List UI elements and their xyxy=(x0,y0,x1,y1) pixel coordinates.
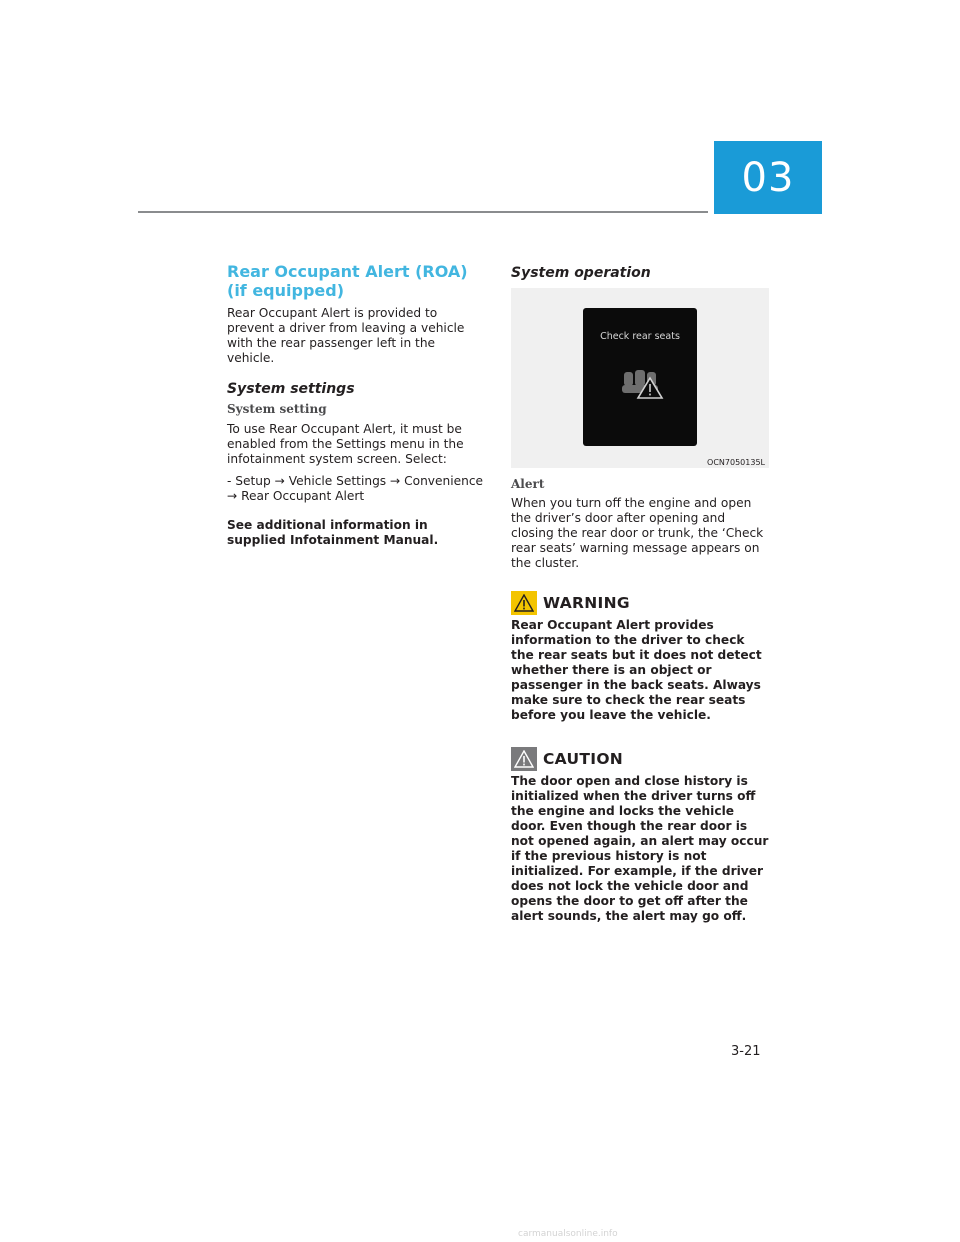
alert-heading: Alert xyxy=(511,477,545,491)
figure-code: OCN7050135L xyxy=(707,458,765,467)
caution-notice xyxy=(511,747,769,924)
rear-seats-icon xyxy=(620,366,664,400)
settings-heading: System settings xyxy=(227,381,355,397)
warning-header xyxy=(511,591,769,615)
left-column xyxy=(227,262,485,548)
cluster-screen xyxy=(583,308,697,446)
right-column xyxy=(511,264,769,924)
section-title xyxy=(227,262,485,300)
caution-title: CAUTION xyxy=(543,750,624,768)
operation-heading: System operation xyxy=(511,265,651,281)
chapter-tab xyxy=(714,141,822,214)
warning-triangle-icon xyxy=(511,591,537,615)
header-rule xyxy=(138,211,708,213)
caution-text: The door open and close history is initialized when the driver turns off the engine and locks the vehicle door. Even though the rear door is not opened again, an alert may occur if the previous history is not initialized. For example, if the driver does not lock the vehicle door and opens the door to get off after the alert sounds, the alert may go off. xyxy=(511,774,769,923)
warning-notice xyxy=(511,591,769,723)
warning-text: Rear Occupant Alert provides information to the driver to check the rear seats but it does not detect whether there is an object or passenger in the back seats. Always make sure to check the rear seats before you leave the vehicle. xyxy=(511,618,762,722)
caution-triangle-icon xyxy=(511,747,537,771)
cluster-message: Check rear seats xyxy=(600,331,680,342)
chapter-number: 03 xyxy=(741,154,795,201)
cluster-figure xyxy=(511,288,769,468)
page-number: 3-21 xyxy=(731,1044,761,1059)
menu-path-line-1: - Setup → Vehicle Settings → Convenience xyxy=(227,474,484,488)
section-title-line-2: (if equipped) xyxy=(227,281,345,300)
intro-paragraph: Rear Occupant Alert is provided to prevent a driver from leaving a vehicle with the rear passenger left in the vehicle. xyxy=(227,306,465,365)
menu-path-line-2: → Rear Occupant Alert xyxy=(227,489,365,503)
setting-subheading: System setting xyxy=(227,402,327,416)
section-title-line-1: Rear Occupant Alert (ROA) xyxy=(227,262,468,281)
watermark: carmanualsonline.info xyxy=(518,1229,618,1239)
alert-paragraph: When you turn off the engine and open the driver’s door after opening and closing the rear door or trunk, the ‘Check rear seats’ warning message appears on the cluster. xyxy=(511,496,764,570)
caution-header xyxy=(511,747,769,771)
setting-paragraph: To use Rear Occupant Alert, it must be enabled from the Settings menu in the infotainment system screen. Select: xyxy=(227,422,464,466)
additional-info-note: See additional information in supplied Infotainment Manual. xyxy=(227,518,439,547)
warning-title: WARNING xyxy=(543,594,630,612)
